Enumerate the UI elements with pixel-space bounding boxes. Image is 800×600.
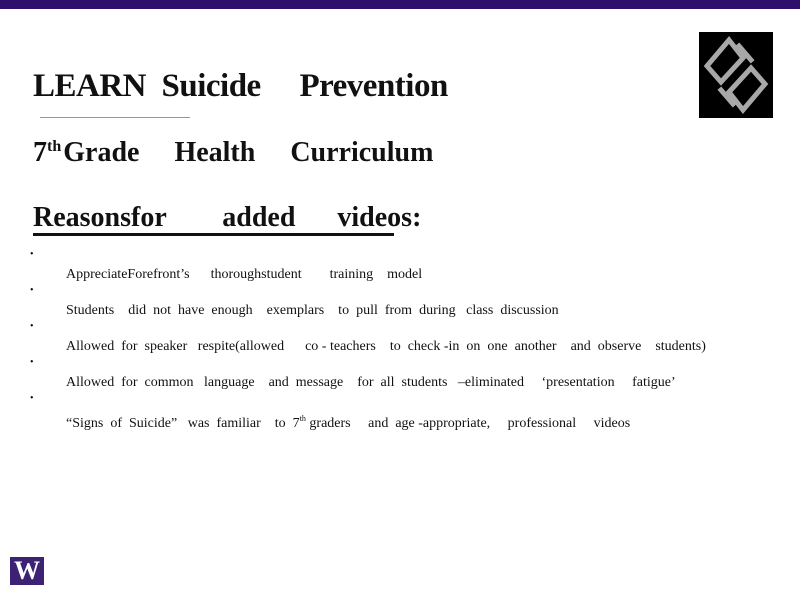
bullet-text: AppreciateForefront’s thoroughstudent training model xyxy=(66,267,423,282)
interlocking-diamond-logo xyxy=(699,32,773,118)
bullet-icon: • xyxy=(30,321,34,332)
list-item xyxy=(30,317,770,353)
list-item xyxy=(30,353,770,389)
bullet-icon: • xyxy=(30,357,34,368)
bullet-text: Students did not have enough exemplars to pull from during class discussion xyxy=(66,303,559,318)
subtitle-grade-number: 7 xyxy=(33,137,47,168)
bullet-text: Allowed for speaker respite(allowed co - teachers to check -in on one another and observe students) xyxy=(66,339,706,354)
list-item xyxy=(30,281,770,317)
bullet-superscript: th xyxy=(299,414,306,423)
reasons-list xyxy=(30,245,770,431)
slide-title: LEARN Suicide Prevention xyxy=(33,68,448,104)
title-accent-rule xyxy=(40,117,190,118)
list-item xyxy=(30,389,770,431)
slide-subtitle xyxy=(33,128,433,172)
top-color-bar xyxy=(0,0,800,9)
bullet-icon: • xyxy=(30,393,34,404)
university-w-logo: W xyxy=(10,557,44,585)
bullet-text-end: graders and age -appropriate, professional videos xyxy=(305,416,631,431)
section-underline xyxy=(33,233,394,236)
section-heading: Reasonsfor added videos: xyxy=(33,202,422,233)
bullet-text-start: “Signs of Suicide” was familiar to 7 xyxy=(66,416,300,431)
bullet-icon: • xyxy=(30,249,34,260)
subtitle-superscript: th xyxy=(47,138,62,155)
diamond-logo-icon xyxy=(699,32,773,118)
bullet-text: Allowed for common language and message for all students –eliminated ‘presentation fatigue’ xyxy=(66,375,676,390)
bullet-icon: • xyxy=(30,285,34,296)
list-item xyxy=(30,245,770,281)
subtitle-text: Grade Health Curriculum xyxy=(63,137,434,168)
